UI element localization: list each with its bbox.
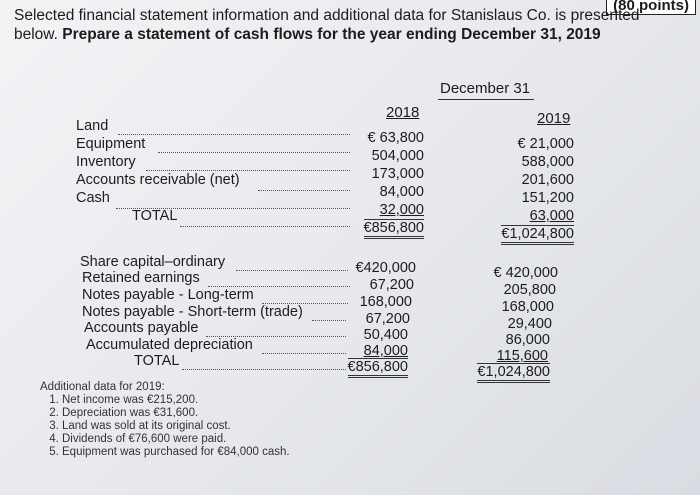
asset-label: Accounts receivable (net)	[76, 172, 240, 188]
equity-label: Accumulated depreciation	[86, 337, 253, 353]
equity-value-2018: 67,200	[365, 311, 410, 327]
equity-label: Notes payable - Short-term (trade)	[82, 304, 303, 320]
list-item: 3. Land was sold at its original cost.	[62, 420, 290, 433]
list-item: 2. Depreciation was €31,600.	[62, 407, 290, 420]
leader-dots	[182, 359, 346, 370]
equity-total-2019: €1,024,800	[470, 364, 550, 380]
question-intro	[14, 6, 684, 44]
asset-value-2018: 32,000	[379, 202, 424, 218]
asset-value-2018: 504,000	[371, 148, 424, 164]
equity-label: Retained earnings	[82, 270, 200, 286]
intro-task: Prepare a statement of cash flows for the year ending December 31, 2019	[62, 26, 601, 43]
equity-value-2019: 168,000	[501, 299, 554, 315]
asset-value-2018: 84,000	[379, 184, 424, 200]
asset-value-2019: 63,000	[529, 208, 574, 224]
equity-value-2019: € 420,000	[493, 265, 558, 281]
column-header-2018: 2018	[386, 104, 420, 121]
equity-label: Notes payable - Long-term	[82, 287, 254, 303]
equity-label: Share capital–ordinary	[80, 254, 226, 270]
asset-value-2019: 588,000	[521, 154, 574, 170]
intro-line-1: Selected financial statement information and additional data for Stanislaus Co. is presented	[14, 7, 640, 24]
leader-dots	[258, 180, 350, 191]
list-item: 5. Equipment was purchased for €84,000 cash.	[62, 446, 290, 459]
equity-value-2018: 168,000	[359, 294, 412, 310]
assets-total-2019: €1,024,800	[480, 226, 574, 242]
additional-data-title: Additional data for 2019:	[40, 381, 165, 393]
equity-total-label: TOTAL	[134, 353, 180, 369]
equity-value-2019: 115,600	[496, 348, 548, 364]
points-badge: (80 points)	[606, 0, 696, 15]
leader-dots	[158, 142, 350, 153]
intro-line-2: below.	[14, 26, 63, 43]
leader-dots	[236, 260, 348, 271]
equity-value-2018: 84,000	[363, 343, 408, 359]
equity-value-2019: 86,000	[505, 332, 550, 348]
column-header-2019: 2019	[537, 110, 571, 127]
list-item: 1. Net income was €215,200.	[62, 394, 290, 407]
equity-value-2019: 29,400	[507, 316, 552, 332]
asset-value-2018: € 63,800	[367, 130, 424, 146]
leader-dots	[208, 276, 350, 287]
equity-label: Accounts payable	[84, 320, 199, 336]
asset-value-2019: € 21,000	[517, 136, 574, 152]
equity-value-2019: 205,800	[503, 282, 556, 298]
asset-label: Land	[76, 118, 109, 134]
asset-value-2018: 173,000	[371, 166, 424, 182]
equity-value-2018: 67,200	[369, 277, 414, 293]
asset-label: Inventory	[76, 154, 136, 170]
additional-data	[40, 381, 290, 459]
asset-value-2019: 151,200	[521, 190, 574, 206]
equity-value-2018: 50,400	[363, 327, 408, 343]
leader-dots	[262, 293, 348, 304]
period-label: December 31	[440, 80, 531, 97]
leader-dots	[206, 326, 346, 337]
leader-dots	[180, 216, 350, 227]
leader-dots	[146, 160, 350, 171]
asset-label: Equipment	[76, 136, 146, 152]
additional-data-list	[40, 394, 290, 459]
equity-value-2018: €420,000	[355, 260, 416, 276]
leader-dots	[262, 343, 346, 354]
asset-value-2019: 201,600	[521, 172, 574, 188]
assets-total-label: TOTAL	[132, 208, 178, 224]
equity-total-2018: €856,800	[338, 359, 408, 375]
assets-total-2018: €856,800	[352, 220, 424, 236]
asset-label: Cash	[76, 190, 110, 206]
leader-dots	[118, 124, 350, 135]
period-underline	[438, 99, 534, 100]
list-item: 4. Dividends of €76,600 were paid.	[62, 433, 290, 446]
